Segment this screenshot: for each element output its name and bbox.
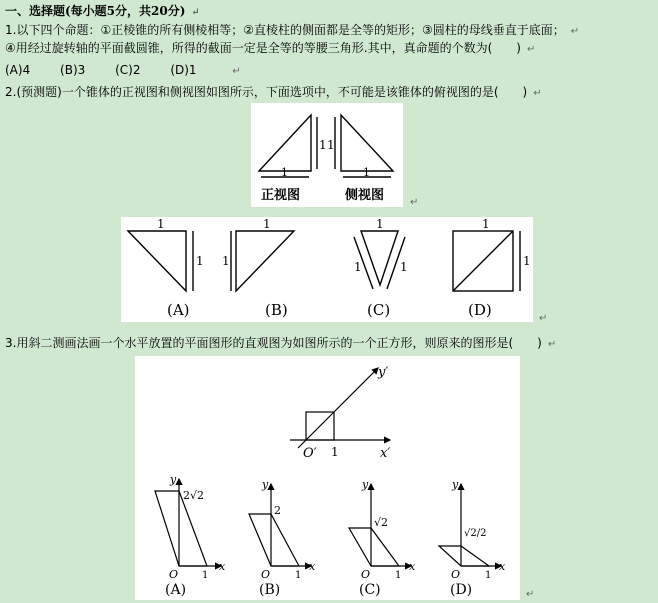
- q2-views-figure: [251, 103, 403, 207]
- q3d-origin-label: O: [451, 568, 461, 581]
- q2-front-width-label: 1: [281, 166, 288, 179]
- q3d-one-label: 1: [485, 570, 492, 581]
- q3-figure: [135, 356, 520, 600]
- q2-options-figure: [121, 217, 533, 322]
- q2d-top-label: 1: [482, 217, 490, 231]
- q3-option-a-label: (A): [165, 582, 187, 598]
- q2c-top-label: 1: [376, 217, 384, 231]
- q1-line1: 1.以下四个命题：①正棱锥的所有侧棱相等；②直棱柱的侧面都是全等的矩形；③圆柱的母线垂直于底面； ↵: [5, 23, 580, 37]
- q3a-x-label: x: [219, 560, 226, 573]
- q3b-one-label: 1: [295, 570, 302, 581]
- q3-axis-y-label: y′: [378, 365, 389, 380]
- q3-axis-origin-label: O′: [303, 446, 317, 461]
- q3b-x-label: x: [309, 560, 316, 573]
- q2-side-width-label: 1: [363, 166, 370, 179]
- q2-text: 2.(预测题)一个锥体的正视图和侧视图如图所示，下面选项中，不可能是该锥体的俯视图的是( ) ↵: [5, 85, 542, 99]
- q3a-y-label: y: [170, 473, 177, 486]
- q3-axis-one-label: 1: [331, 445, 339, 459]
- q3c-origin-label: O: [361, 568, 371, 581]
- q2-side-view-label: 侧视图: [345, 188, 385, 203]
- q2-option-d-label: (D): [468, 301, 492, 319]
- q2-option-b-label: (B): [265, 301, 288, 319]
- q3b-value-label: 2: [274, 504, 281, 517]
- q2a-top-label: 1: [157, 217, 165, 231]
- q3-axis-x-label: x′: [380, 446, 391, 461]
- q2d-right-label: 1: [523, 254, 531, 268]
- q1-option-d: (D)1: [170, 63, 197, 77]
- section-title: 一、选择题(每小题5分，共20分) ↵: [5, 4, 200, 18]
- q2-option-c-label: (C): [367, 301, 391, 319]
- q3-option-b-label: (B): [259, 582, 281, 598]
- q1-option-c: (C)2: [115, 63, 141, 77]
- q3c-value-label: √2: [374, 516, 389, 529]
- q3b-origin-label: O: [261, 568, 271, 581]
- q2b-left-label: 1: [222, 254, 230, 268]
- q3-text: 3.用斜二测画法画一个水平放置的平面图形的直观图为如图所示的一个正方形，则原来的图形是( ) ↵: [5, 336, 557, 350]
- q3b-y-label: y: [262, 478, 269, 491]
- para-mark-2: ↵: [539, 313, 548, 324]
- q1-line2: ④用经过旋转轴的平面截圆锥，所得的截面一定是全等的等腰三角形.其中，真命题的个数为( ) ↵: [5, 41, 536, 55]
- q3-option-d-label: (D): [450, 582, 473, 598]
- q3d-value-label: √2/2: [464, 528, 487, 539]
- q2b-top-label: 1: [263, 217, 271, 231]
- q2-front-view-label: 正视图: [261, 188, 301, 203]
- q2a-right-label: 1: [196, 254, 204, 268]
- q3c-one-label: 1: [395, 570, 402, 581]
- para-mark-1: ↵: [410, 197, 419, 208]
- q1-option-a: (A)4: [5, 63, 31, 77]
- q3-option-c-label: (C): [359, 582, 381, 598]
- q1-options: (A)4 (B)3 (C)2 (D)1 ↵: [5, 63, 241, 77]
- q2c-right-label: 1: [400, 260, 408, 274]
- q2-side-height-label: 1: [327, 138, 335, 152]
- q2-option-a-label: (A): [167, 301, 190, 319]
- q3c-x-label: x: [409, 560, 416, 573]
- q3a-origin-label: O: [169, 568, 179, 581]
- q3a-one-label: 1: [202, 570, 209, 581]
- q2c-left-label: 1: [354, 260, 362, 274]
- q3d-x-label: x: [499, 560, 506, 573]
- q3d-y-label: y: [452, 478, 459, 491]
- q3c-y-label: y: [362, 478, 369, 491]
- para-mark-3: ↵: [526, 589, 535, 600]
- q1-option-b: (B)3: [60, 63, 86, 77]
- q3a-value-label: 2√2: [183, 489, 205, 502]
- q2-front-height-label: 1: [319, 138, 327, 152]
